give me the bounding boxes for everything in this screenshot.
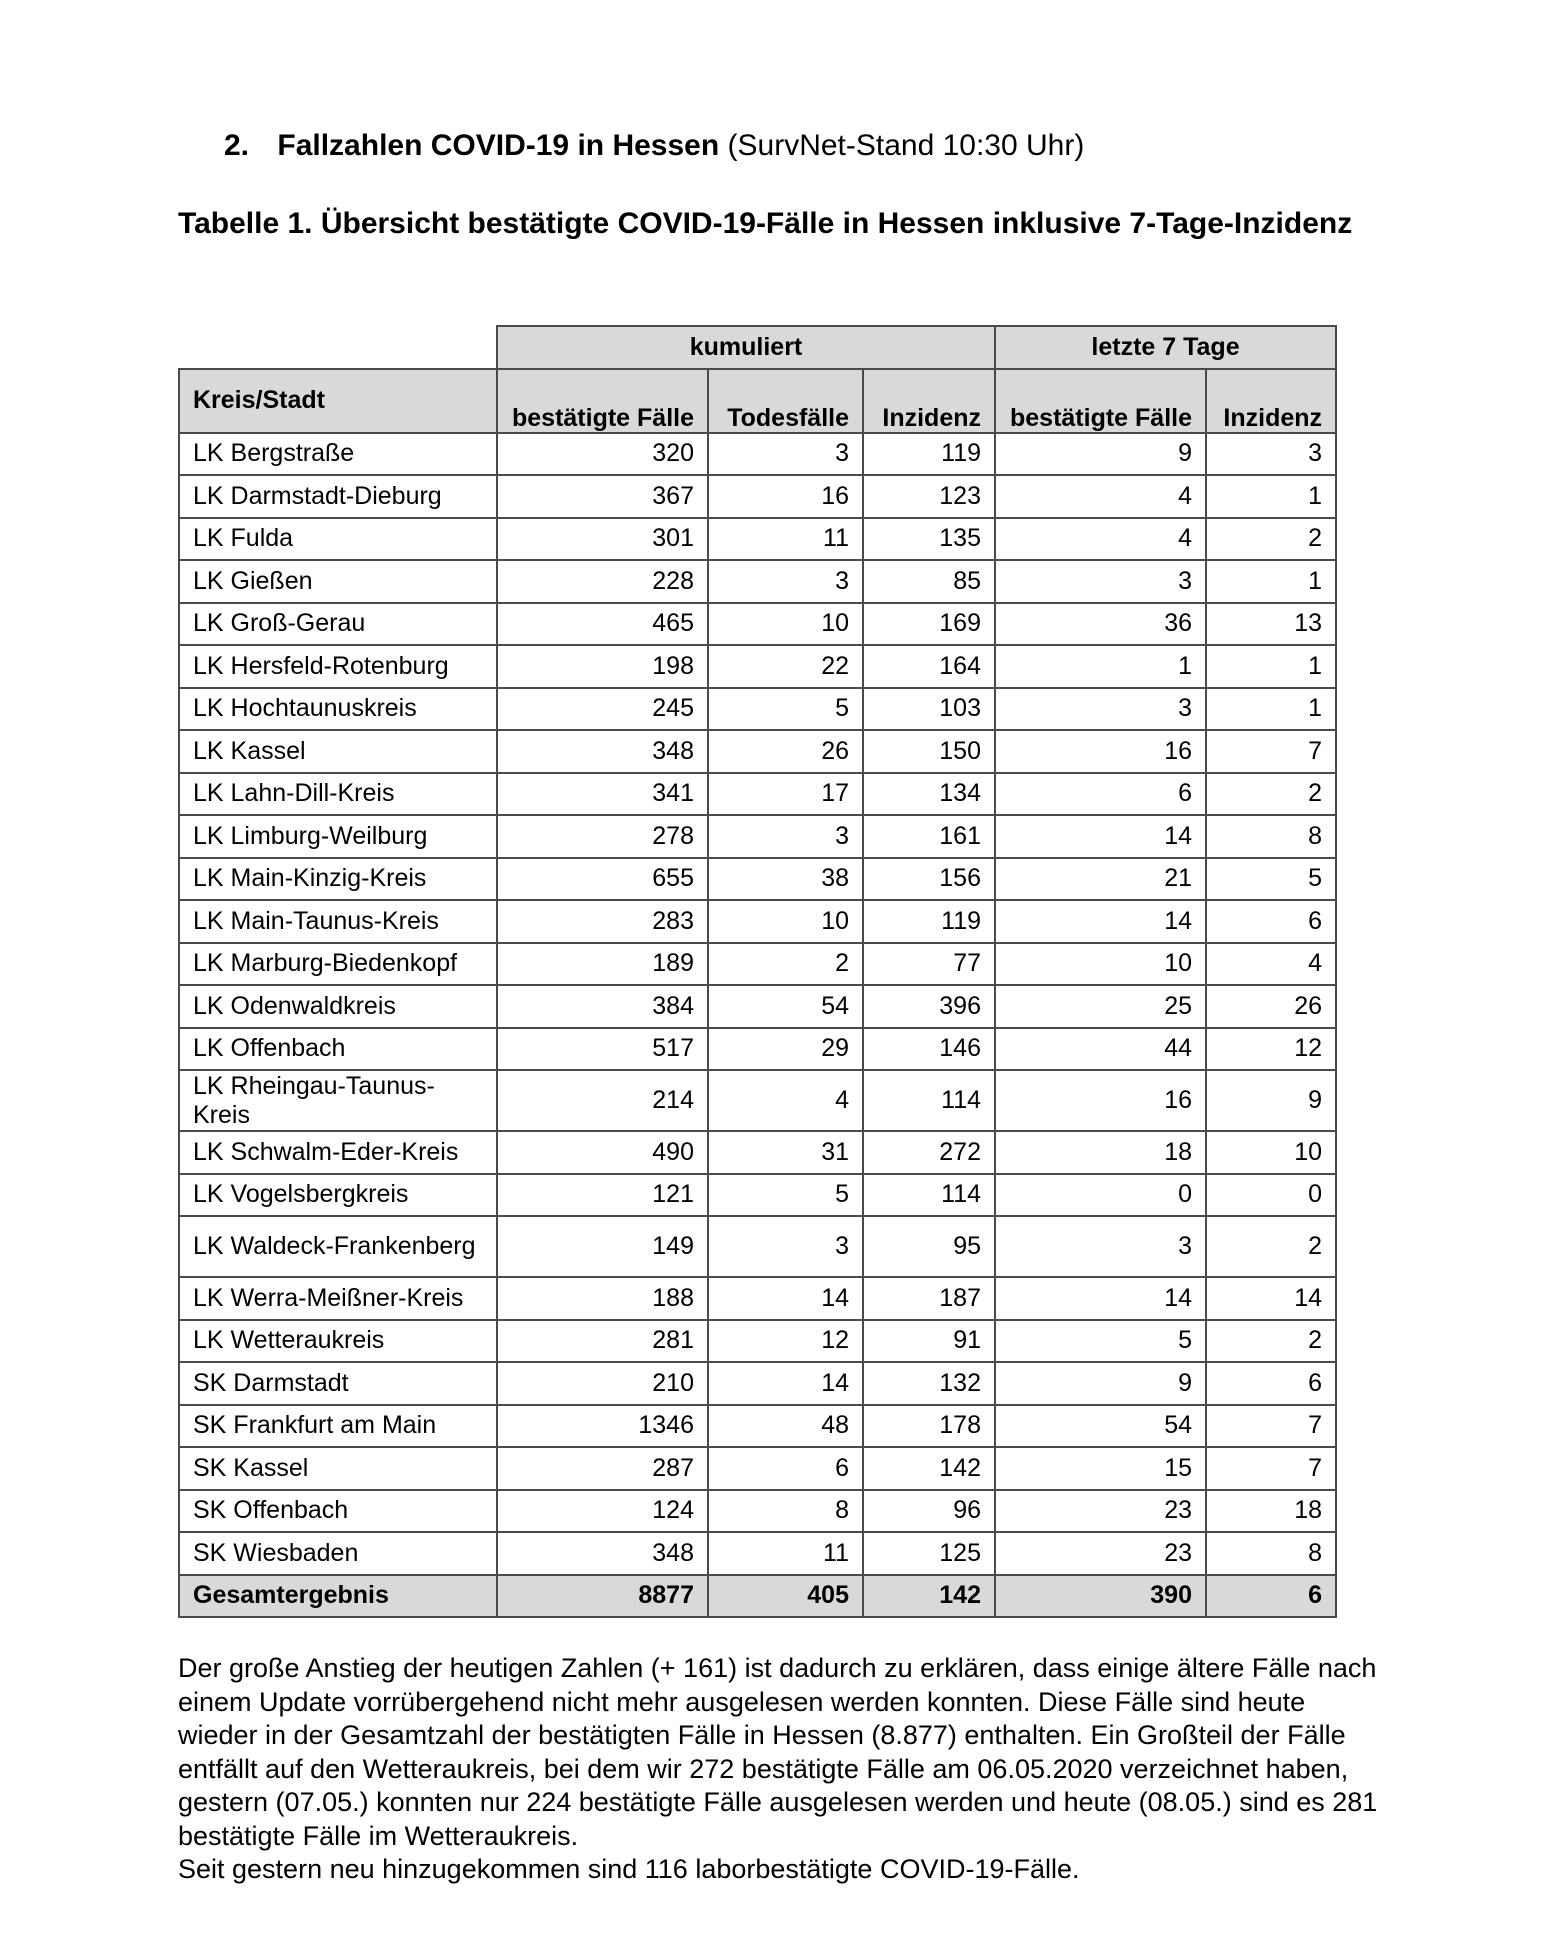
value-cell: 85	[863, 560, 995, 603]
value-cell: 16	[995, 730, 1206, 773]
section-suffix: (SurvNet-Stand 10:30 Uhr)	[727, 129, 1085, 162]
section-number: 2.	[224, 129, 250, 162]
value-cell: 10	[708, 603, 863, 646]
value-cell: 29	[708, 1028, 863, 1071]
table-row	[179, 730, 1336, 773]
region-name-cell: SK Frankfurt am Main	[179, 1405, 497, 1448]
value-cell: 114	[863, 1070, 995, 1131]
value-cell: 14	[995, 815, 1206, 858]
value-cell: 228	[497, 560, 708, 603]
column-header-deaths: Todesfälle	[708, 369, 863, 433]
table-row	[179, 1532, 1336, 1575]
value-cell: 367	[497, 475, 708, 518]
table-row	[179, 815, 1336, 858]
value-cell: 149	[497, 1216, 708, 1277]
value-cell: 189	[497, 943, 708, 986]
table-row	[179, 1070, 1336, 1131]
table-row	[179, 1277, 1336, 1320]
table-row	[179, 475, 1336, 518]
table-row	[179, 1216, 1336, 1277]
table-row	[179, 560, 1336, 603]
table-row	[179, 1362, 1336, 1405]
value-cell: 3	[995, 688, 1206, 731]
value-cell: 2	[1206, 773, 1336, 816]
value-cell: 348	[497, 1532, 708, 1575]
value-cell: 1	[995, 645, 1206, 688]
value-cell: 188	[497, 1277, 708, 1320]
value-cell: 0	[995, 1174, 1206, 1217]
value-cell: 36	[995, 603, 1206, 646]
value-cell: 5	[1206, 858, 1336, 901]
value-cell: 6	[995, 773, 1206, 816]
value-cell: 21	[995, 858, 1206, 901]
column-header-cumulative-cases: bestätigte Fälle	[497, 369, 708, 433]
value-cell: 123	[863, 475, 995, 518]
value-cell: 7	[1206, 730, 1336, 773]
table-row	[179, 1490, 1336, 1533]
value-cell: 281	[497, 1320, 708, 1363]
value-cell: 214	[497, 1070, 708, 1131]
table-row	[179, 603, 1336, 646]
value-cell: 125	[863, 1532, 995, 1575]
header-blank-cell	[179, 326, 497, 369]
value-cell: 396	[863, 985, 995, 1028]
region-name-cell: SK Wiesbaden	[179, 1532, 497, 1575]
total-value-cell: 6	[1206, 1575, 1336, 1618]
value-cell: 5	[708, 1174, 863, 1217]
region-name-cell: LK Fulda	[179, 518, 497, 561]
region-name-cell: LK Schwalm-Eder-Kreis	[179, 1131, 497, 1174]
region-name-cell: SK Darmstadt	[179, 1362, 497, 1405]
value-cell: 1	[1206, 475, 1336, 518]
value-cell: 169	[863, 603, 995, 646]
value-cell: 14	[708, 1362, 863, 1405]
value-cell: 142	[863, 1447, 995, 1490]
value-cell: 2	[1206, 1216, 1336, 1277]
value-cell: 12	[708, 1320, 863, 1363]
value-cell: 348	[497, 730, 708, 773]
value-cell: 38	[708, 858, 863, 901]
value-cell: 10	[708, 900, 863, 943]
region-name-cell: LK Rheingau-Taunus-Kreis	[179, 1070, 497, 1131]
value-cell: 26	[708, 730, 863, 773]
value-cell: 320	[497, 433, 708, 476]
table-row	[179, 985, 1336, 1028]
value-cell: 384	[497, 985, 708, 1028]
value-cell: 103	[863, 688, 995, 731]
region-name-cell: LK Bergstraße	[179, 433, 497, 476]
value-cell: 54	[995, 1405, 1206, 1448]
value-cell: 287	[497, 1447, 708, 1490]
value-cell: 465	[497, 603, 708, 646]
value-cell: 301	[497, 518, 708, 561]
value-cell: 278	[497, 815, 708, 858]
value-cell: 91	[863, 1320, 995, 1363]
value-cell: 4	[995, 475, 1206, 518]
value-cell: 490	[497, 1131, 708, 1174]
value-cell: 10	[995, 943, 1206, 986]
explanatory-note	[178, 1652, 1378, 1887]
value-cell: 121	[497, 1174, 708, 1217]
value-cell: 14	[708, 1277, 863, 1320]
value-cell: 14	[1206, 1277, 1336, 1320]
region-name-cell: LK Offenbach	[179, 1028, 497, 1071]
value-cell: 119	[863, 900, 995, 943]
value-cell: 283	[497, 900, 708, 943]
value-cell: 54	[708, 985, 863, 1028]
value-cell: 3	[708, 815, 863, 858]
value-cell: 161	[863, 815, 995, 858]
value-cell: 4	[995, 518, 1206, 561]
covid-cases-table	[178, 325, 1337, 1618]
value-cell: 11	[708, 1532, 863, 1575]
value-cell: 3	[708, 560, 863, 603]
region-name-cell: LK Werra-Meißner-Kreis	[179, 1277, 497, 1320]
table-row	[179, 433, 1336, 476]
region-name-cell: LK Vogelsbergkreis	[179, 1174, 497, 1217]
value-cell: 12	[1206, 1028, 1336, 1071]
value-cell: 17	[708, 773, 863, 816]
value-cell: 272	[863, 1131, 995, 1174]
value-cell: 5	[708, 688, 863, 731]
value-cell: 146	[863, 1028, 995, 1071]
table-row	[179, 900, 1336, 943]
value-cell: 16	[995, 1070, 1206, 1131]
value-cell: 6	[1206, 1362, 1336, 1405]
column-header-7day-cases: bestätigte Fälle	[995, 369, 1206, 433]
value-cell: 0	[1206, 1174, 1336, 1217]
section-title: Fallzahlen COVID-19 in Hessen	[277, 129, 720, 162]
section-heading	[224, 126, 1084, 166]
region-name-cell: LK Marburg-Biedenkopf	[179, 943, 497, 986]
value-cell: 4	[1206, 943, 1336, 986]
value-cell: 22	[708, 645, 863, 688]
value-cell: 10	[1206, 1131, 1336, 1174]
value-cell: 4	[708, 1070, 863, 1131]
value-cell: 16	[708, 475, 863, 518]
value-cell: 124	[497, 1490, 708, 1533]
region-name-cell: LK Wetteraukreis	[179, 1320, 497, 1363]
region-name-cell: LK Gießen	[179, 560, 497, 603]
total-value-cell: 390	[995, 1575, 1206, 1618]
table-row	[179, 773, 1336, 816]
region-name-cell: LK Hochtaunuskreis	[179, 688, 497, 731]
table-row	[179, 688, 1336, 731]
region-name-cell: LK Limburg-Weilburg	[179, 815, 497, 858]
value-cell: 1	[1206, 645, 1336, 688]
column-header-7day-incidence: Inzidenz	[1206, 369, 1336, 433]
value-cell: 164	[863, 645, 995, 688]
region-name-cell: SK Kassel	[179, 1447, 497, 1490]
value-cell: 6	[708, 1447, 863, 1490]
value-cell: 14	[995, 900, 1206, 943]
note-paragraph: Der große Anstieg der heutigen Zahlen (+ 161) ist dadurch zu erklären, dass einige ältere Fälle nach einem Update vorrübergehend nicht mehr ausgelesen werden konnten. Diese Fälle sind heute wieder in der Gesamtzahl der bestätigten Fälle in Hessen (8.877) enthalten. Ein Großteil der Fälle entfällt auf den Wetteraukreis, bei dem wir 272 bestätigte Fälle am 06.05.2020 verzeichnet haben, gestern (07.05.) konnten nur 224 bestätigte Fälle ausgelesen werden und heute (08.05.) sind es 281 bestätigte Fälle im Wetteraukreis.	[178, 1653, 1378, 1851]
region-name-cell: LK Darmstadt-Dieburg	[179, 475, 497, 518]
value-cell: 95	[863, 1216, 995, 1277]
region-name-cell: LK Main-Taunus-Kreis	[179, 900, 497, 943]
region-name-cell: LK Groß-Gerau	[179, 603, 497, 646]
group-header-kumuliert: kumuliert	[497, 326, 995, 369]
region-name-cell: SK Offenbach	[179, 1490, 497, 1533]
value-cell: 8	[1206, 1532, 1336, 1575]
value-cell: 1	[1206, 688, 1336, 731]
value-cell: 132	[863, 1362, 995, 1405]
value-cell: 18	[1206, 1490, 1336, 1533]
region-name-cell: LK Waldeck-Frankenberg	[179, 1216, 497, 1277]
note-paragraph: Seit gestern neu hinzugekommen sind 116 laborbestätigte COVID-19-Fälle.	[178, 1854, 1080, 1884]
table-row	[179, 518, 1336, 561]
value-cell: 13	[1206, 603, 1336, 646]
value-cell: 8	[708, 1490, 863, 1533]
value-cell: 3	[708, 1216, 863, 1277]
table-row	[179, 1028, 1336, 1071]
table-row	[179, 1447, 1336, 1490]
value-cell: 135	[863, 518, 995, 561]
column-header-region: Kreis/Stadt	[179, 369, 497, 433]
table-row	[179, 1174, 1336, 1217]
value-cell: 9	[995, 1362, 1206, 1405]
region-name-cell: LK Lahn-Dill-Kreis	[179, 773, 497, 816]
value-cell: 7	[1206, 1447, 1336, 1490]
table-title: Tabelle 1. Übersicht bestätigte COVID-19-Fälle in Hessen inklusive 7-Tage-Inzidenz	[178, 207, 1353, 240]
value-cell: 114	[863, 1174, 995, 1217]
total-value-cell: 8877	[497, 1575, 708, 1618]
value-cell: 25	[995, 985, 1206, 1028]
group-header-last-7-days: letzte 7 Tage	[995, 326, 1336, 369]
table-body	[179, 433, 1336, 1618]
value-cell: 187	[863, 1277, 995, 1320]
value-cell: 31	[708, 1131, 863, 1174]
value-cell: 3	[708, 433, 863, 476]
table-row	[179, 943, 1336, 986]
value-cell: 9	[1206, 1070, 1336, 1131]
value-cell: 14	[995, 1277, 1206, 1320]
total-label-cell: Gesamtergebnis	[179, 1575, 497, 1618]
value-cell: 15	[995, 1447, 1206, 1490]
value-cell: 2	[708, 943, 863, 986]
value-cell: 156	[863, 858, 995, 901]
value-cell: 3	[995, 560, 1206, 603]
value-cell: 1	[1206, 560, 1336, 603]
value-cell: 48	[708, 1405, 863, 1448]
value-cell: 655	[497, 858, 708, 901]
value-cell: 517	[497, 1028, 708, 1071]
region-name-cell: LK Hersfeld-Rotenburg	[179, 645, 497, 688]
value-cell: 9	[995, 433, 1206, 476]
total-value-cell: 142	[863, 1575, 995, 1618]
value-cell: 3	[995, 1216, 1206, 1277]
value-cell: 341	[497, 773, 708, 816]
table-row	[179, 858, 1336, 901]
value-cell: 210	[497, 1362, 708, 1405]
value-cell: 119	[863, 433, 995, 476]
total-row	[179, 1575, 1336, 1618]
value-cell: 23	[995, 1490, 1206, 1533]
value-cell: 7	[1206, 1405, 1336, 1448]
value-cell: 96	[863, 1490, 995, 1533]
value-cell: 2	[1206, 518, 1336, 561]
value-cell: 3	[1206, 433, 1336, 476]
value-cell: 2	[1206, 1320, 1336, 1363]
value-cell: 5	[995, 1320, 1206, 1363]
region-name-cell: LK Kassel	[179, 730, 497, 773]
value-cell: 134	[863, 773, 995, 816]
value-cell: 44	[995, 1028, 1206, 1071]
column-header-cumulative-incidence: Inzidenz	[863, 369, 995, 433]
value-cell: 23	[995, 1532, 1206, 1575]
value-cell: 150	[863, 730, 995, 773]
value-cell: 6	[1206, 900, 1336, 943]
table-row	[179, 645, 1336, 688]
value-cell: 26	[1206, 985, 1336, 1028]
total-value-cell: 405	[708, 1575, 863, 1618]
value-cell: 77	[863, 943, 995, 986]
region-name-cell: LK Main-Kinzig-Kreis	[179, 858, 497, 901]
value-cell: 11	[708, 518, 863, 561]
value-cell: 1346	[497, 1405, 708, 1448]
value-cell: 198	[497, 645, 708, 688]
value-cell: 18	[995, 1131, 1206, 1174]
value-cell: 178	[863, 1405, 995, 1448]
table-row	[179, 1320, 1336, 1363]
region-name-cell: LK Odenwaldkreis	[179, 985, 497, 1028]
table-row	[179, 1131, 1336, 1174]
value-cell: 245	[497, 688, 708, 731]
table-row	[179, 1405, 1336, 1448]
value-cell: 8	[1206, 815, 1336, 858]
